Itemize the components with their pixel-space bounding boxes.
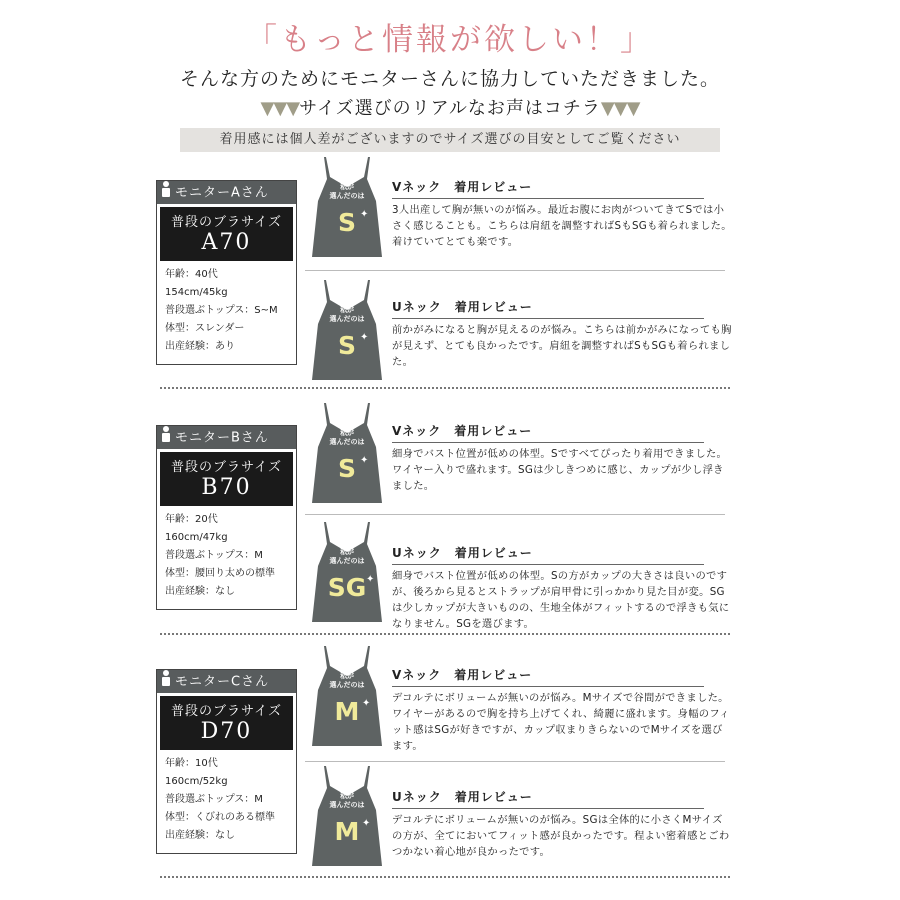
monitor-name-label	[157, 426, 296, 449]
selected-size: S	[337, 454, 356, 483]
dress-size-badge	[310, 280, 384, 380]
review-block	[392, 178, 732, 250]
monitor-info	[157, 506, 296, 609]
bra-size-box	[160, 207, 293, 261]
triangle-decoration-left: ▼▼▼	[260, 98, 300, 119]
divider	[305, 761, 725, 762]
selected-label: 私が 選んだのは	[329, 429, 365, 446]
sparkle-icon: ✦	[362, 818, 371, 829]
camisole-icon	[310, 280, 384, 380]
info-tops-size: 普段選ぶトップス：M	[165, 550, 263, 561]
bra-size-label: 普段のブラサイズ	[171, 460, 282, 475]
monitor-name-label	[157, 181, 296, 204]
sparkle-icon: ✦	[360, 332, 369, 343]
bra-size-value: A70	[201, 230, 252, 255]
info-birth: 出産経験：なし	[165, 586, 235, 597]
bra-size-value: D70	[200, 719, 253, 744]
monitor-name: モニターBさん	[175, 430, 269, 446]
monitor-card	[156, 180, 297, 365]
camisole-icon	[310, 766, 384, 866]
review-title: Vネック 着用レビュー	[392, 178, 704, 199]
monitor-info	[157, 750, 296, 853]
review-body: デコルテにボリュームが無いのが悩み。Mサイズで谷間ができました。ワイヤーがあるので胸を持ち上げてくれ、綺麗に盛れます。身幅のフィット感はSGが好きですが、カップ収まりきらないのでMサイズを選びます。	[392, 692, 730, 752]
bra-size-box	[160, 452, 293, 506]
camisole-icon	[310, 522, 384, 622]
dotted-separator	[160, 387, 730, 389]
info-height-weight: 154cm/45kg	[165, 287, 228, 298]
review-body: 細身でバスト位置が低めの体型。Sの方がカップの大きさは良いのですが、後ろから見るとストラップが肩甲骨に引っかかり見た目が変。SGは少しカップが大きいものの、生地全体がフィットするので浮きも気になりません。SGを選びます。	[392, 570, 730, 630]
review-block	[392, 422, 732, 494]
selected-label: 私が 選んだのは	[329, 183, 365, 200]
info-height-weight: 160cm/52kg	[165, 776, 228, 787]
review-title: Vネック 着用レビュー	[392, 666, 704, 687]
review-title: Uネック 着用レビュー	[392, 544, 704, 565]
review-title: Uネック 着用レビュー	[392, 788, 704, 809]
selected-size: S	[337, 208, 356, 237]
selected-label: 私が 選んだのは	[329, 548, 365, 565]
dress-size-badge	[310, 646, 384, 746]
sparkle-icon: ✦	[360, 209, 369, 220]
camisole-icon	[310, 157, 384, 257]
triangle-decoration-right: ▼▼▼	[600, 98, 640, 119]
info-birth: 出産経験：あり	[165, 341, 235, 352]
monitor-card	[156, 669, 297, 854]
selected-size: M	[334, 817, 360, 846]
tagline-text: サイズ選びのリアルなお声はコチラ	[299, 98, 601, 119]
page-subtitle: そんな方のためにモニターさんに協力していただきました。	[179, 68, 720, 90]
review-body: デコルテにボリュームが無いのが悩み。SGは全体的に小さくMサイズの方が、全てにおいてフィット感が良かったです。程よい密着感とごわつかない着心地が良かったです。	[392, 814, 730, 858]
sparkle-icon: ✦	[362, 698, 371, 709]
monitor-name: モニターAさん	[175, 185, 269, 201]
selected-size: M	[334, 697, 360, 726]
info-age: 年齢：40代	[165, 269, 218, 280]
bra-size-box	[160, 696, 293, 750]
dress-size-badge	[310, 403, 384, 503]
review-block	[392, 788, 732, 860]
review-title: Uネック 着用レビュー	[392, 298, 704, 319]
review-title: Vネック 着用レビュー	[392, 422, 704, 443]
note-bar: 着用感には個人差がございますのでサイズ選びの目安としてご覧ください	[180, 128, 720, 152]
person-icon	[161, 670, 171, 694]
review-block	[392, 544, 732, 632]
sparkle-icon: ✦	[360, 455, 369, 466]
selected-size: SG	[327, 573, 367, 602]
info-age: 年齢：10代	[165, 758, 218, 769]
tagline	[0, 94, 900, 120]
monitor-name: モニターCさん	[175, 674, 270, 690]
person-icon	[161, 181, 171, 205]
dotted-separator	[160, 876, 730, 878]
monitor-info	[157, 261, 296, 364]
dress-size-badge	[310, 522, 384, 622]
info-birth: 出産経験：なし	[165, 830, 235, 841]
bra-size-value: B70	[201, 475, 252, 500]
bra-size-label: 普段のブラサイズ	[171, 215, 282, 230]
person-icon	[161, 426, 171, 450]
camisole-icon	[310, 646, 384, 746]
review-block	[392, 298, 732, 370]
monitor-name-label	[157, 670, 296, 693]
page-title: 「もっと情報が欲しい！」	[246, 22, 654, 58]
divider	[305, 514, 725, 515]
selected-label: 私が 選んだのは	[329, 306, 365, 323]
selected-size: S	[337, 331, 356, 360]
selected-label: 私が 選んだのは	[329, 792, 365, 809]
info-height-weight: 160cm/47kg	[165, 532, 228, 543]
bra-size-label: 普段のブラサイズ	[171, 704, 282, 719]
info-tops-size: 普段選ぶトップス：M	[165, 794, 263, 805]
divider	[305, 270, 725, 271]
info-body-type: 体型：腰回り太めの標準	[165, 568, 275, 579]
selected-label: 私が 選んだのは	[329, 672, 365, 689]
review-body: 細身でバスト位置が低めの体型。Sですべてぴったり着用できました。ワイヤー入りで盛れます。SGは少しきつめに感じ、カップが少し浮きました。	[392, 448, 728, 492]
info-body-type: 体型：スレンダー	[165, 323, 245, 334]
info-tops-size: 普段選ぶトップス：S~M	[165, 305, 278, 316]
info-body-type: 体型：くびれのある標準	[165, 812, 275, 823]
dress-size-badge	[310, 157, 384, 257]
camisole-icon	[310, 403, 384, 503]
dress-size-badge	[310, 766, 384, 866]
monitor-card	[156, 425, 297, 610]
sparkle-icon: ✦	[366, 574, 375, 585]
info-age: 年齢：20代	[165, 514, 218, 525]
review-body: 前かがみになると胸が見えるのが悩み。こちらは前かがみになっても胸が見えず、とても良かったです。肩紐を調整すればSもSGも着られました。	[392, 324, 732, 368]
dotted-separator	[160, 633, 730, 635]
review-body: 3人出産して胸が無いのが悩み。最近お腹にお肉がついてきてSでは小さく感じることも。こちらは肩紐を調整すればSもSGも着られました。着けていてとても楽です。	[392, 204, 732, 248]
review-block	[392, 666, 732, 754]
